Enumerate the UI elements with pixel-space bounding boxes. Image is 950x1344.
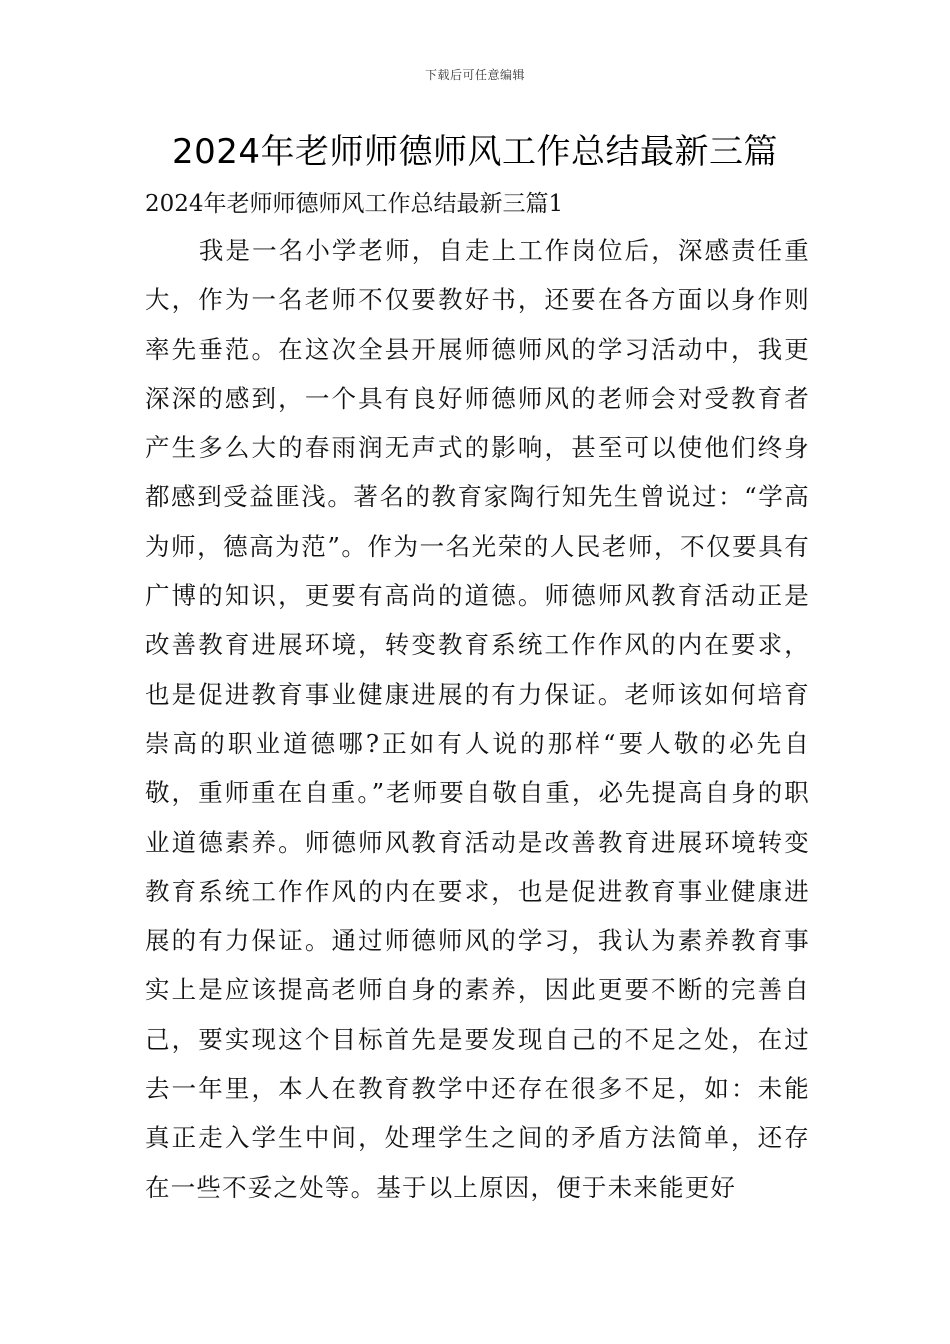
document-title: 2024年老师师德师风工作总结最新三篇 xyxy=(171,132,779,172)
header-note: 下载后可任意编辑 xyxy=(424,68,525,82)
body-paragraph: 我是一名小学老师，自走上工作岗位后，深感责任重大，作为一名老师不仅要教好书，还要在各方面以身作则率先垂范。在这次全县开展师德师风的学习活动中，我更深深的感到，一个具有良好师德师风的老师会对受教育者产生多么大的春雨润无声式的影响，甚至可以使他们终身都感到受益匪浅。著名的教育家陶行知先生曾说过：“学高为师，德高为范”。作为一名光荣的人民老师，不仅要具有广博的知识，更要有高尚的道德。师德师风教育活动正是改善教育进展环境，转变教育系统工作作风的内在要求，也是促进教育事业健康进展的有力保证。老师该如何培育崇高的职业道德哪?正如有人说的那样“要人敬的必先自敬，重师重在自重。”老师要自敬自重，必先提高自身的职业道德素养。师德师风教育活动是改善教育进展环境转变教育系统工作作风的内在要求，也是促进教育事业健康进展的有力保证。通过师德师风的学习，我认为素养教育事实上是应该提高老师自身的素养，因此更要不断的完善自己，要实现这个目标首先是要发现自己的不足之处，在过去一年里，本人在教育教学中还存在很多不足，如：未能真正走入学生中间，处理学生之间的矛盾方法简单，还存在一些不妥之处等。基于以上原因，便于未来能更好 xyxy=(145,236,810,1202)
section-heading: 2024年老师师德师风工作总结最新三篇1 xyxy=(145,191,564,217)
